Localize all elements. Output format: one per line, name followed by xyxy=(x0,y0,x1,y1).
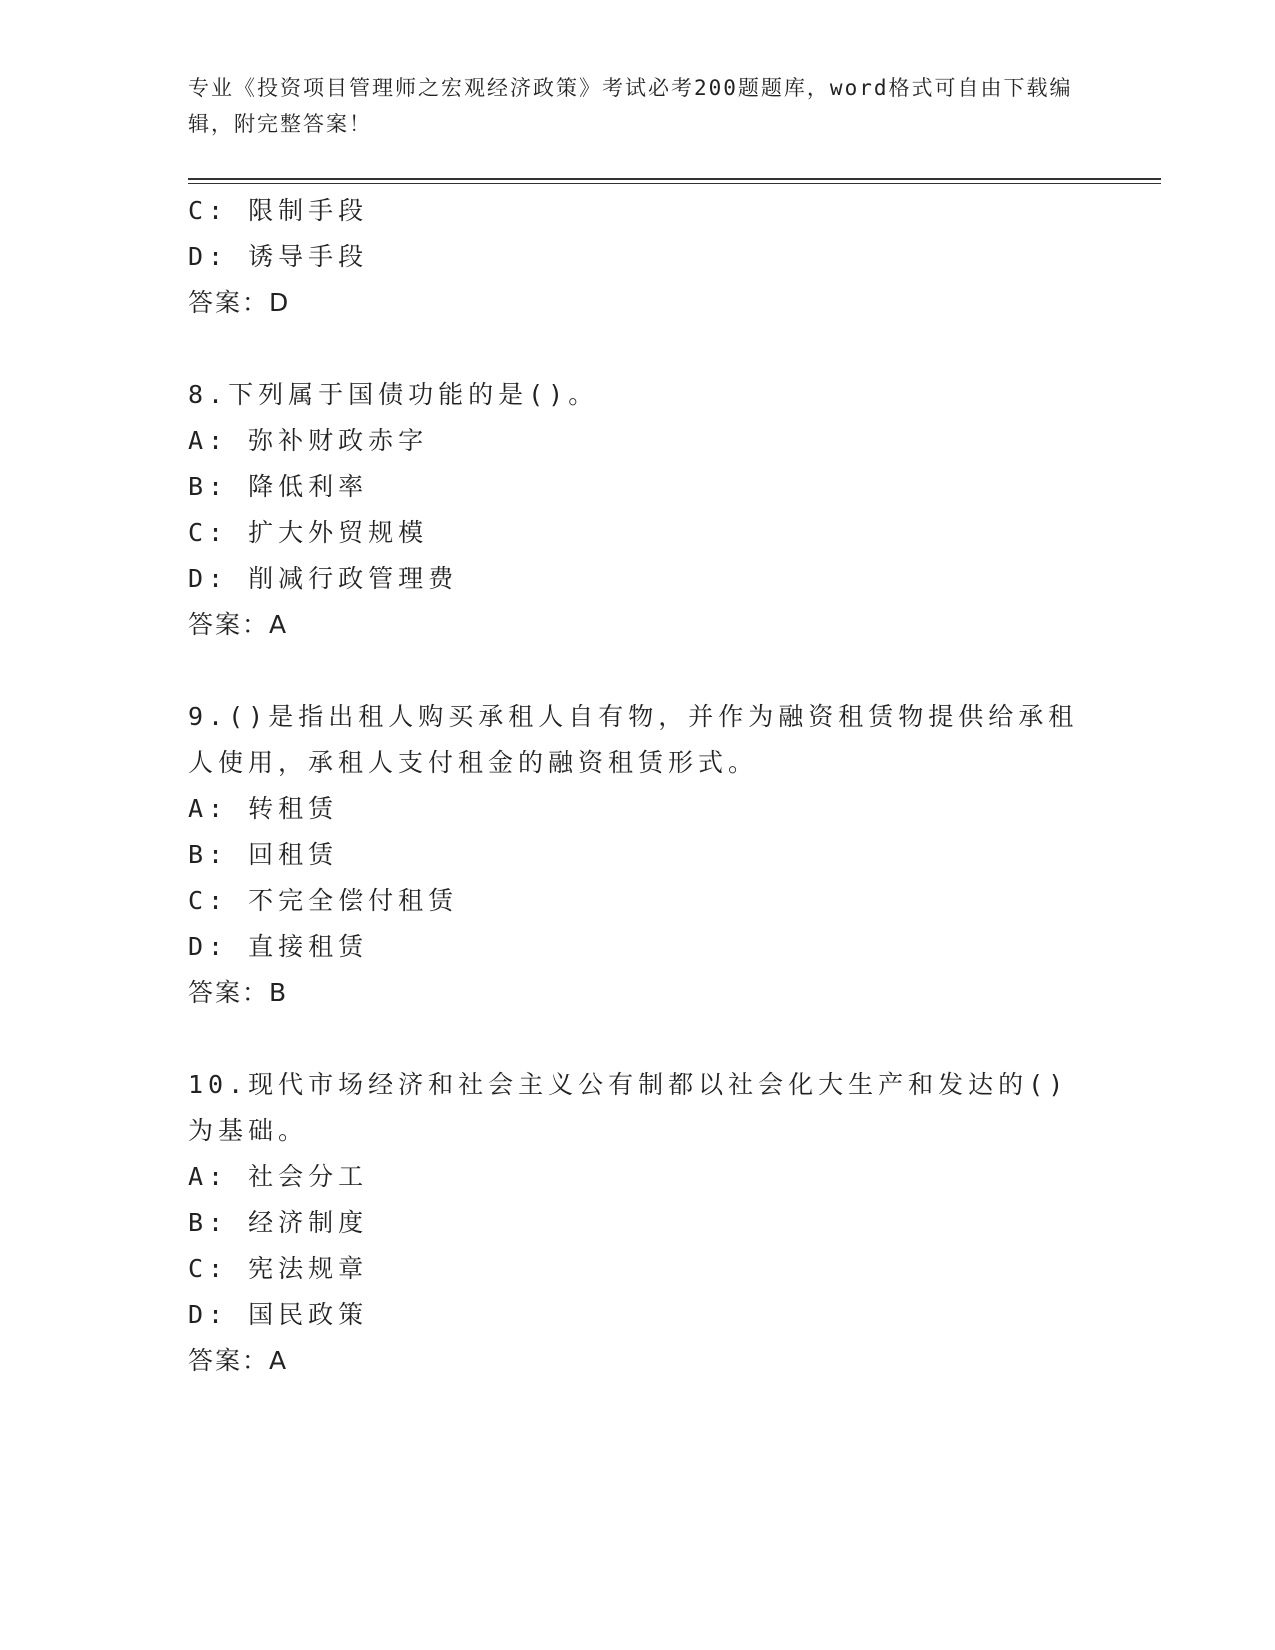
option-d: D: 直接租赁 xyxy=(188,932,369,961)
option-a: A: 弥补财政赤字 xyxy=(188,426,429,455)
question-text: 8.下列属于国债功能的是()。 xyxy=(188,380,599,409)
option-d: D: 削减行政管理费 xyxy=(188,564,459,593)
question-10 xyxy=(188,1062,1088,1384)
option-d: D: 国民政策 xyxy=(188,1300,369,1329)
answer-line: 答案：D xyxy=(188,288,291,317)
header-divider-thin xyxy=(188,183,1161,184)
answer-line: 答案：A xyxy=(188,610,289,639)
question-9 xyxy=(188,694,1088,1016)
answer-line: 答案：A xyxy=(188,1346,289,1375)
document-header: 专业《投资项目管理师之宏观经济政策》考试必考200题题库，word格式可自由下载编辑，附完整答案！ xyxy=(188,76,1073,136)
option-b: B: 经济制度 xyxy=(188,1208,369,1237)
previous-question-tail xyxy=(188,188,1088,326)
option-c: C: 宪法规章 xyxy=(188,1254,369,1283)
option-b: B: 降低利率 xyxy=(188,472,369,501)
option-b: B: 回租赁 xyxy=(188,840,339,869)
option-a: A: 社会分工 xyxy=(188,1162,369,1191)
option-d: D: 诱导手段 xyxy=(188,242,369,271)
question-text: 9.()是指出租人购买承租人自有物，并作为融资租赁物提供给承租人使用，承租人支付租金的融资租赁形式。 xyxy=(188,702,1079,777)
question-list xyxy=(188,188,1088,1384)
option-c: C: 不完全偿付租赁 xyxy=(188,886,459,915)
option-a: A: 转租赁 xyxy=(188,794,339,823)
option-c: C: 扩大外贸规模 xyxy=(188,518,429,547)
question-8 xyxy=(188,372,1088,648)
header-divider-thick xyxy=(188,178,1161,180)
answer-line: 答案：B xyxy=(188,978,289,1007)
option-c: C: 限制手段 xyxy=(188,196,369,225)
question-text: 10.现代市场经济和社会主义公有制都以社会化大生产和发达的()为基础。 xyxy=(188,1070,1069,1145)
